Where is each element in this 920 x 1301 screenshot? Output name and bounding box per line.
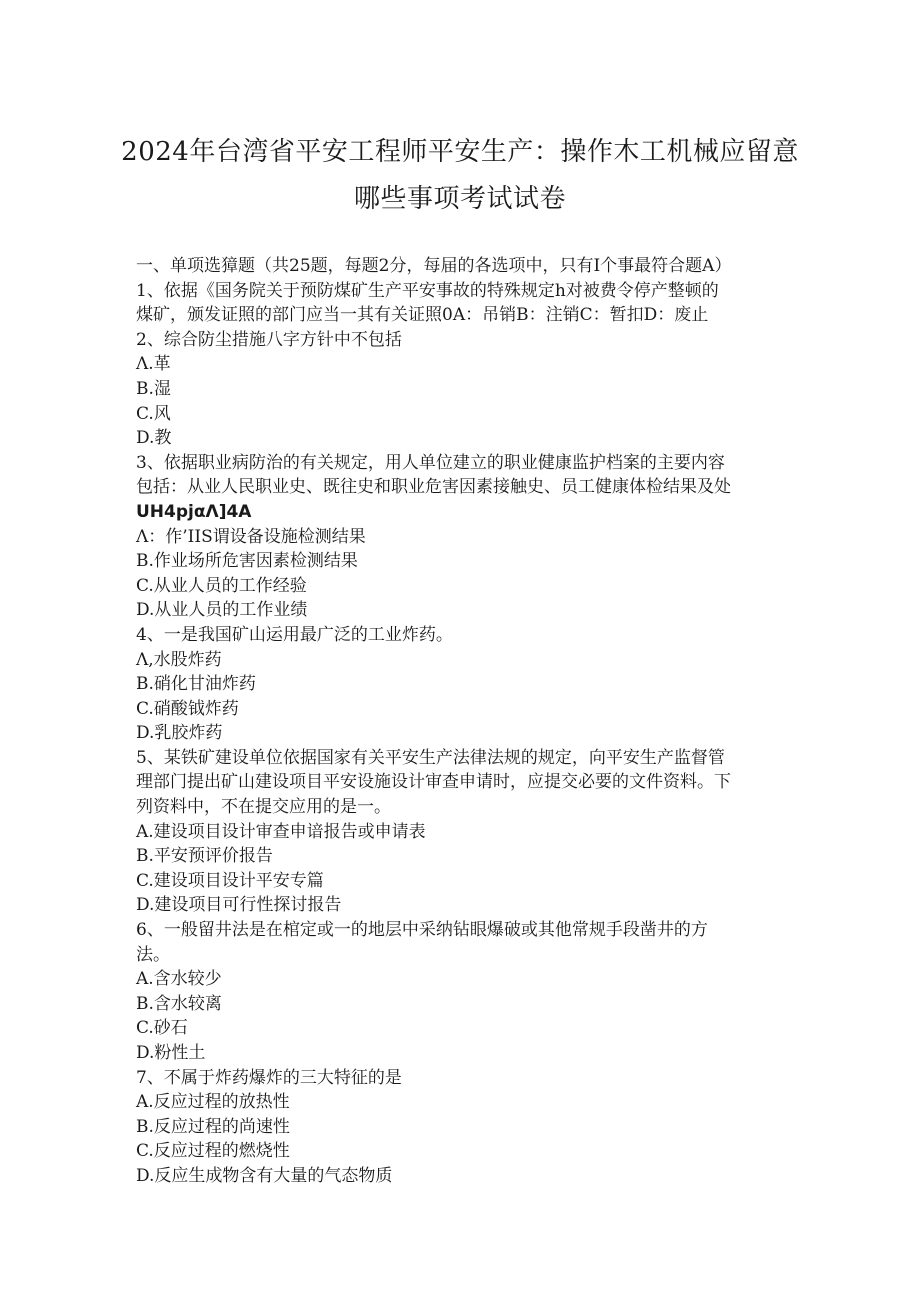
question-7-option-a: A.反应过程的放热性 [136, 1092, 290, 1113]
question-4-option-a: Λ,水股炸药 [136, 649, 222, 670]
question-6-option-a: A.含水较少 [136, 969, 222, 990]
question-3-line-2: 包括：从业人民职业史、既往史和职业危害因素接触史、员工健康体检结果及处 [136, 477, 731, 498]
question-3-line-3: UH4pjαΛ]4A [136, 501, 252, 522]
question-6-line-2: 法。 [136, 944, 170, 965]
question-2-stem: 2、综合防尘措施八字方针中不包括 [136, 329, 402, 350]
question-3-option-b: B.作业场所危害因素检测结果 [136, 551, 358, 572]
section-heading: 一、单项选獐题（共25题，每题2分，每届的各选项中，只有I个事最符合题A） [136, 256, 732, 276]
question-6-option-c: C.砂石 [136, 1018, 188, 1039]
question-3-option-c: C.从业人员的工作经验 [136, 575, 307, 596]
question-1-line-2: 煤矿，颁发证照的部门应当一其有关证照0A：吊销B：注销C：暂扣D：废止 [136, 305, 709, 326]
question-5-line-1: 5、某铁矿建设单位依据国家有关平安生产法律法规的规定，向平安生产监督管 [136, 747, 725, 768]
question-5-option-a: A.建设项目设计审查申谙报告或申请表 [136, 821, 426, 842]
question-2-option-a: Λ.革 [136, 354, 171, 375]
question-5-line-2: 理部门提出矿山建设项目平安设施设计审查申请时，应提交必要的文件资料。下 [136, 772, 731, 793]
question-6-option-b: B.含水较离 [136, 993, 222, 1014]
question-4-stem: 4、一是我国矿山运用最广泛的工业炸药。 [136, 624, 453, 645]
question-1-line-1: 1、依据《国务院关于预防煤矿生产平安事故的特殊规定h对被费令停产整顿的 [136, 280, 719, 301]
question-4-option-d: D.乳胶炸药 [136, 723, 223, 744]
question-4-option-c: C.硝酸钺炸药 [136, 698, 239, 719]
question-4-option-b: B.硝化甘油炸药 [136, 674, 256, 695]
document-title-line-2: 哪些事项考试试卷 [353, 184, 566, 214]
question-3-option-d: D.从业人员的工作业绩 [136, 600, 308, 621]
question-2-option-b: B.湿 [136, 378, 171, 399]
question-5-line-3: 列资料中，不在提交应用的是一。 [136, 797, 391, 818]
document-body [136, 254, 796, 1189]
question-2-option-c: C.风 [136, 403, 171, 424]
question-3-line-1: 3、依据职业病防治的有关规定，用人单位建立的职业健康监护档案的主要内容 [136, 452, 725, 473]
question-7-option-b: B.反应过程的尚速性 [136, 1116, 290, 1137]
question-5-option-b: B.平安预评价报告 [136, 846, 273, 867]
question-7-option-c: C.反应过程的燃烧性 [136, 1141, 290, 1162]
question-7-option-d: D.反应生成物含有大量的气态物质 [136, 1165, 393, 1186]
question-6-line-1: 6、一般留井法是在棺定或一的地层中采纳钻眼爆破或其他常规手段凿井的方 [136, 920, 708, 941]
question-5-option-d: D.建设项目可行性探讨报告 [136, 895, 342, 916]
question-3-option-a: Λ：作’IIS谓设备设施检测结果 [136, 526, 366, 547]
question-5-option-c: C.建设项目设计平安专篇 [136, 870, 324, 891]
document-title-line-1: 2024年台湾省平安工程师平安生产：操作木工机械应留意 [121, 137, 799, 167]
question-7-stem: 7、不属于炸药爆炸的三大特征的是 [136, 1067, 402, 1088]
question-6-option-d: D.粉性土 [136, 1043, 206, 1063]
question-2-option-d: D.教 [136, 428, 172, 449]
